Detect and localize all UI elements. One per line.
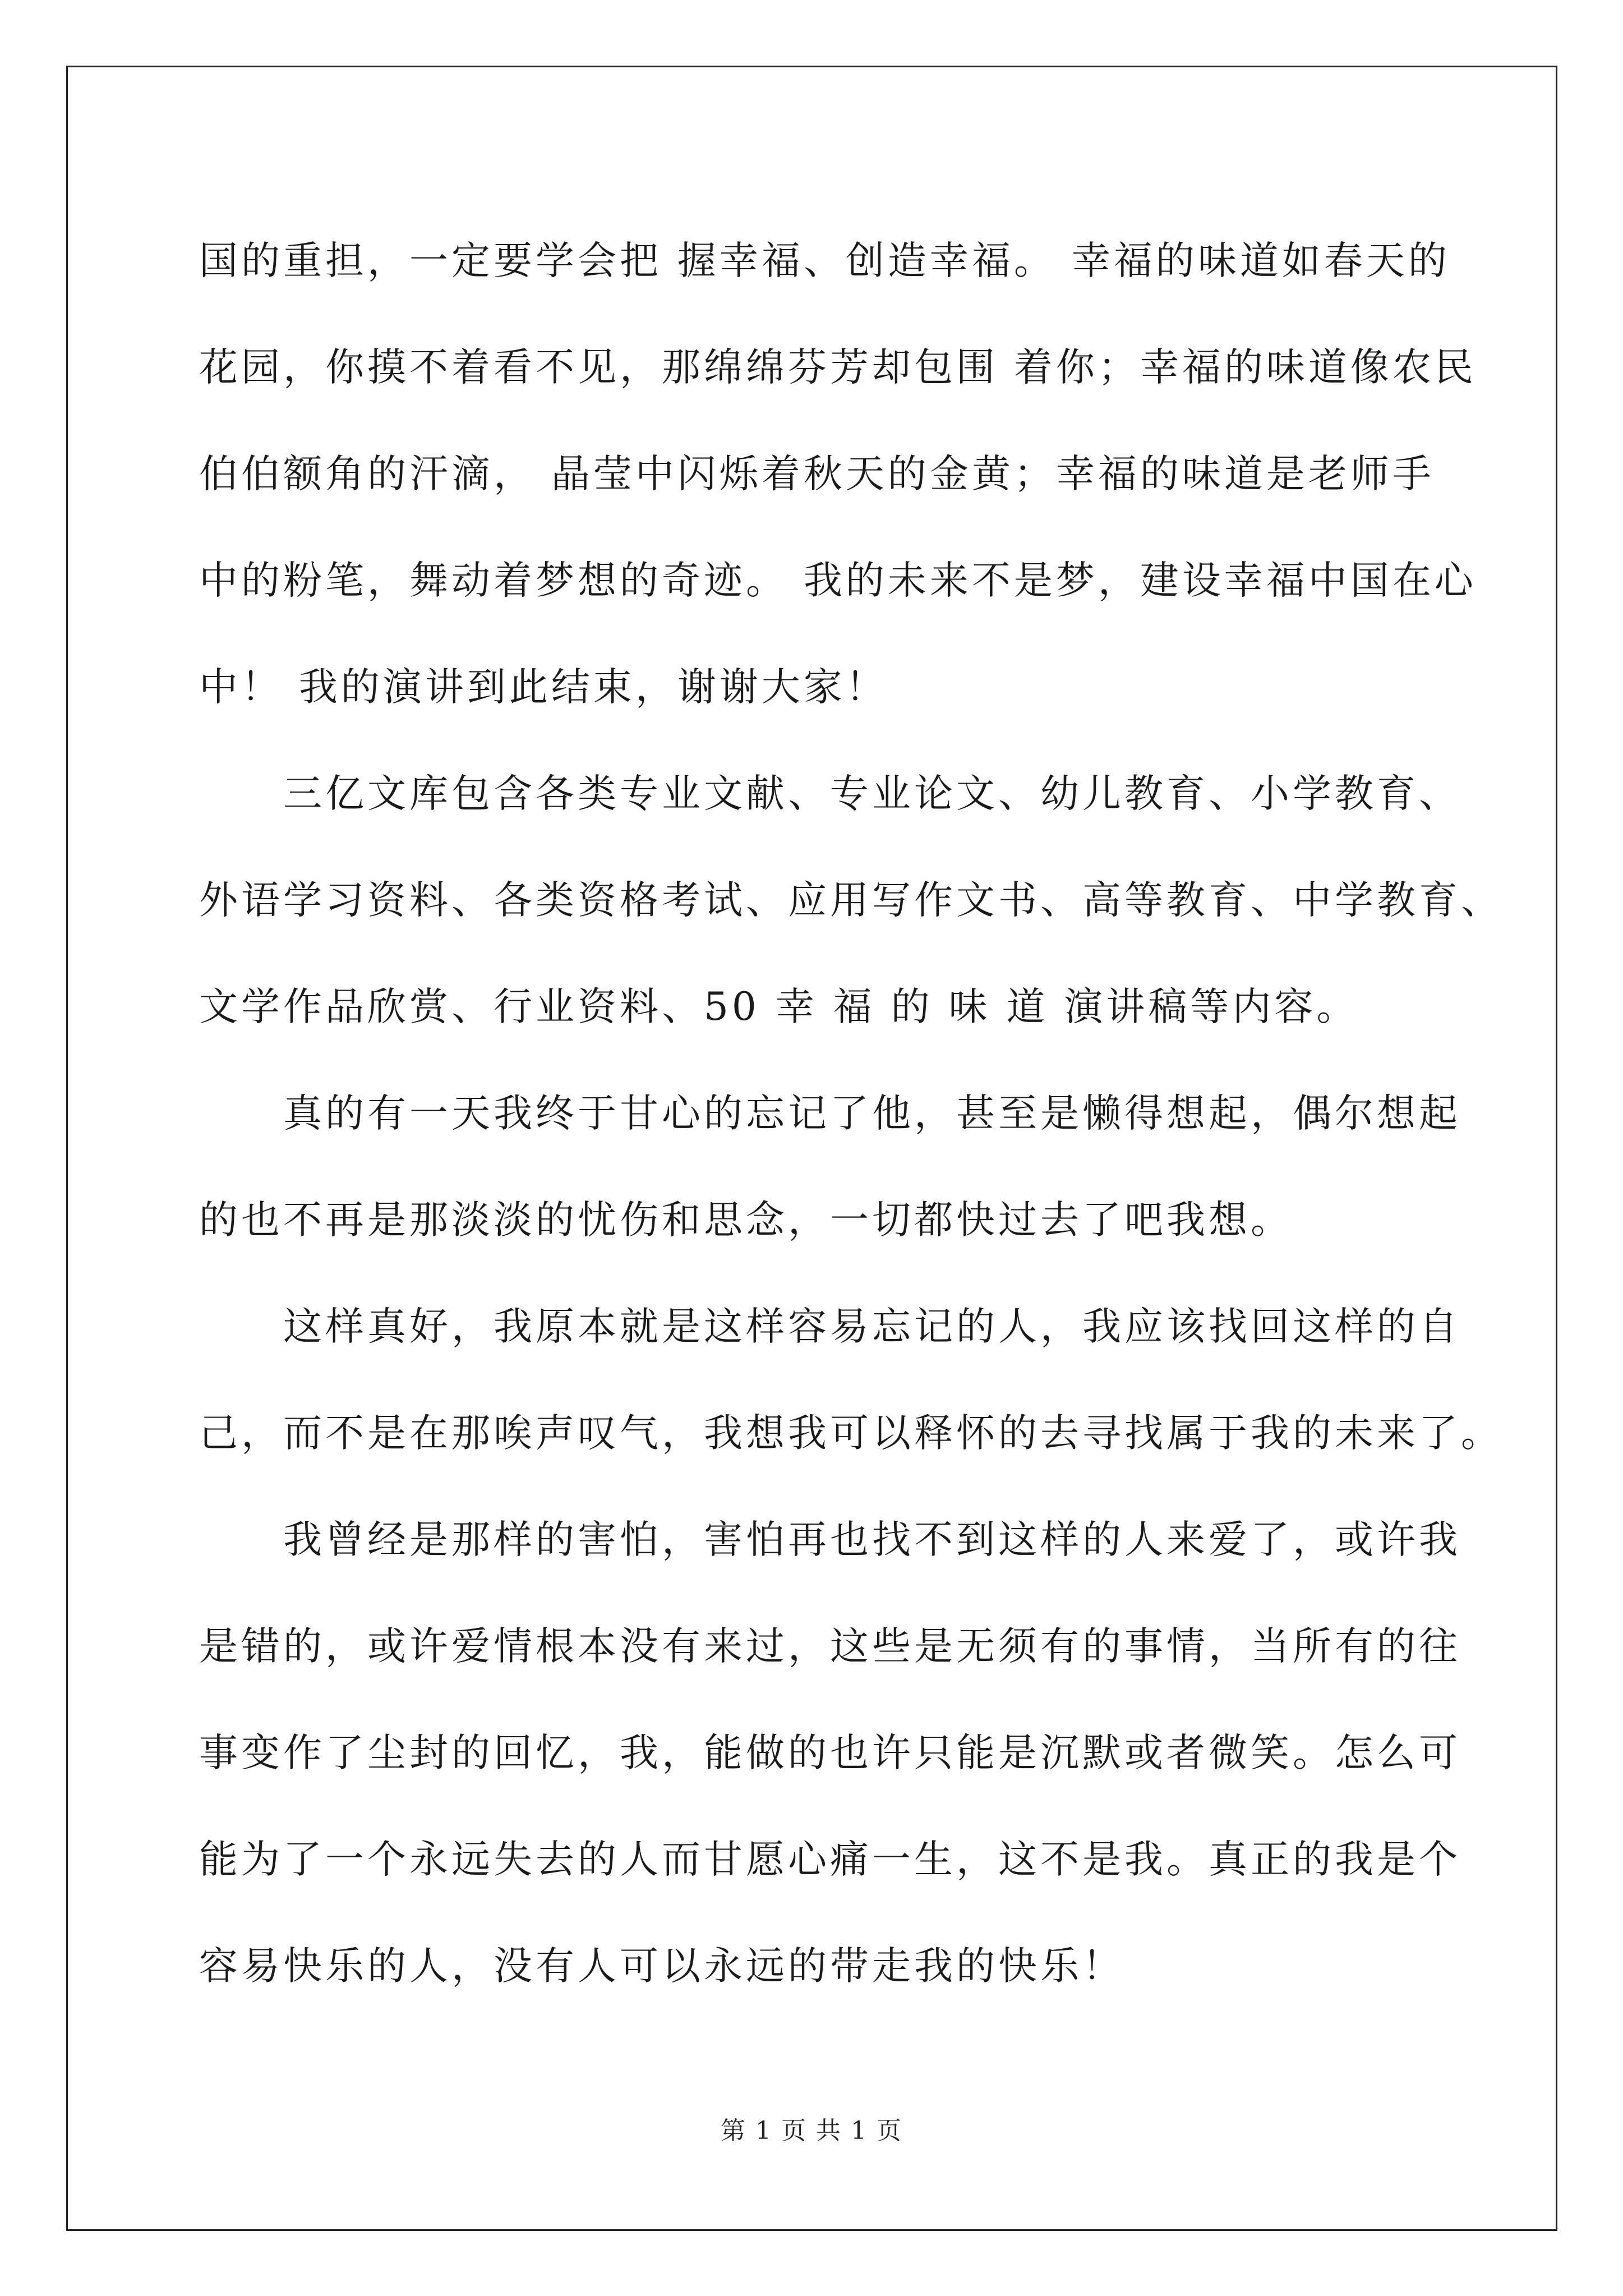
text-line: 国的重担，一定要学会把 握幸福、创造幸福。 幸福的味道如春天的 <box>199 238 1450 283</box>
page-number-footer: 第 1 页 共 1 页 <box>721 2116 902 2145</box>
paragraph-first-line: 这样真好，我原本就是这样容易忘记的人，我应该找回这样的自 <box>283 1304 1461 1349</box>
text-line: 伯伯额角的汗滴， 晶莹中闪烁着秋天的金黄；幸福的味道是老师手 <box>199 452 1435 496</box>
text-line: 是错的，或许爱情根本没有来过，这些是无须有的事情，当所有的往 <box>199 1624 1461 1669</box>
text-line: 的也不再是那淡淡的忧伤和思念，一切都快过去了吧我想。 <box>199 1198 1293 1243</box>
text-line: 事变作了尘封的回忆，我，能做的也许只能是沉默或者微笑。怎么可 <box>199 1731 1461 1775</box>
text-line: 花园，你摸不着看不见，那绵绵芬芳却包围 着你；幸福的味道像农民 <box>199 345 1477 390</box>
text-line: 能为了一个永远失去的人而甘愿心痛一生，这不是我。真正的我是个 <box>199 1837 1461 1882</box>
text-line: 己，而不是在那唉声叹气，我想我可以释怀的去寻找属于我的未来了。 <box>199 1411 1503 1456</box>
text-line: 中！ 我的演讲到此结束，谢谢大家！ <box>199 665 888 710</box>
text-line: 外语学习资料、各类资格考试、应用写作文书、高等教育、中学教育、 <box>199 878 1503 923</box>
document-body <box>199 208 1503 2019</box>
text-line: 容易快乐的人，没有人可以永远的带走我的快乐！ <box>199 1944 1124 1989</box>
paragraph-first-line: 三亿文库包含各类专业文献、专业论文、幼儿教育、小学教育、 <box>283 771 1461 816</box>
paragraph-first-line: 我曾经是那样的害怕，害怕再也找不到这样的人来爱了，或许我 <box>283 1517 1461 1562</box>
text-line: 文学作品欣赏、行业资料、50 幸 福 的 味 道 演讲稿等内容。 <box>199 984 1359 1029</box>
text-line: 中的粉笔，舞动着梦想的奇迹。 我的未来不是梦，建设幸福中国在心 <box>199 558 1477 603</box>
paragraph-first-line: 真的有一天我终于甘心的忘记了他，甚至是懒得想起，偶尔想起 <box>283 1091 1461 1136</box>
